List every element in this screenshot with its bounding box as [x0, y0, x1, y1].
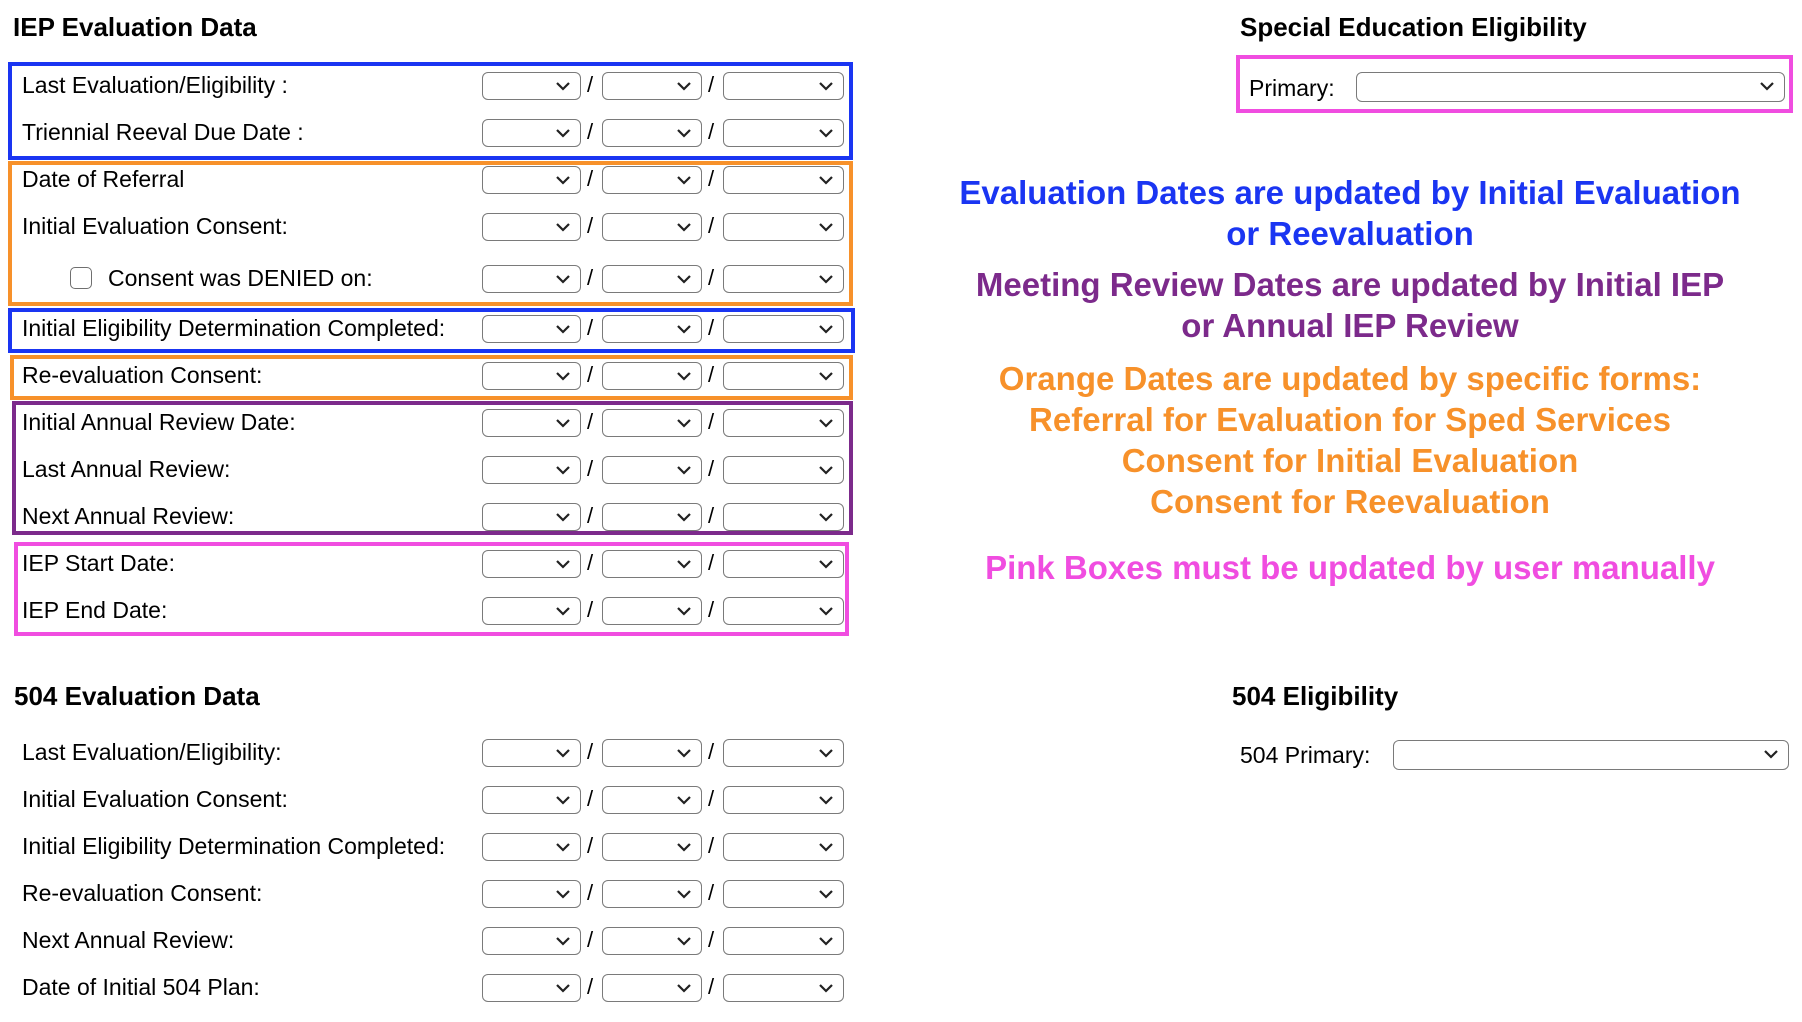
chevron-down-icon [817, 459, 835, 481]
chevron-down-icon [817, 789, 835, 811]
chevron-down-icon [675, 506, 693, 528]
chevron-down-icon [675, 122, 693, 144]
chevron-down-icon [675, 459, 693, 481]
chevron-down-icon [554, 75, 572, 97]
chevron-down-icon [817, 553, 835, 575]
chevron-down-icon [817, 742, 835, 764]
date-row [22, 971, 842, 1007]
chevron-down-icon [554, 459, 572, 481]
date-row-label: Initial Evaluation Consent: [22, 786, 288, 812]
year-select[interactable] [723, 409, 844, 437]
date-row-label: Initial Evaluation Consent: [22, 213, 288, 239]
date-row [22, 116, 842, 152]
date-row [22, 406, 842, 442]
month-select[interactable] [482, 974, 581, 1002]
month-select[interactable] [482, 739, 581, 767]
primary-504-select[interactable] [1393, 740, 1789, 770]
date-separator: / [587, 503, 594, 528]
date-separator: / [708, 739, 715, 764]
chevron-down-icon [675, 75, 693, 97]
date-row-label: Last Annual Review: [22, 456, 231, 482]
day-select[interactable] [602, 409, 702, 437]
date-separator: / [708, 974, 715, 999]
date-row-label: Initial Eligibility Determination Completed: [22, 315, 446, 341]
date-row-label: Re-evaluation Consent: [22, 362, 263, 388]
chevron-down-icon [675, 318, 693, 340]
date-row-label: Initial Annual Review Date: [22, 409, 296, 435]
chevron-down-icon [554, 883, 572, 905]
date-separator: / [708, 597, 715, 622]
month-select[interactable] [482, 550, 581, 578]
primary-label: Primary: [1249, 75, 1335, 101]
day-select[interactable] [602, 456, 702, 484]
date-row-label: Last Evaluation/Eligibility : [22, 72, 288, 98]
date-row [22, 210, 842, 246]
chevron-down-icon [554, 216, 572, 238]
month-select[interactable] [482, 880, 581, 908]
chevron-down-icon [817, 365, 835, 387]
year-select[interactable] [723, 550, 844, 578]
date-row [22, 924, 842, 960]
year-select[interactable] [723, 927, 844, 955]
date-separator: / [708, 833, 715, 858]
day-select[interactable] [602, 786, 702, 814]
chevron-down-icon [554, 836, 572, 858]
date-row-label: Initial Eligibility Determination Completed: [22, 833, 446, 859]
chevron-down-icon [817, 122, 835, 144]
day-select[interactable] [602, 833, 702, 861]
chevron-down-icon [675, 365, 693, 387]
chevron-down-icon [1762, 743, 1780, 765]
chevron-down-icon [675, 977, 693, 999]
year-select[interactable] [723, 362, 844, 390]
month-select[interactable] [482, 72, 581, 100]
chevron-down-icon [554, 930, 572, 952]
date-row [22, 547, 842, 583]
year-select[interactable] [723, 786, 844, 814]
chevron-down-icon [675, 600, 693, 622]
date-row-label: IEP Start Date: [22, 550, 175, 576]
date-row [22, 830, 842, 866]
chevron-down-icon [554, 600, 572, 622]
day-select[interactable] [602, 550, 702, 578]
year-select[interactable] [723, 739, 844, 767]
day-select[interactable] [602, 362, 702, 390]
month-select[interactable] [482, 597, 581, 625]
date-separator: / [587, 362, 594, 387]
date-row-label: Next Annual Review: [22, 503, 235, 529]
day-select[interactable] [602, 72, 702, 100]
day-select[interactable] [602, 880, 702, 908]
chevron-down-icon [554, 169, 572, 191]
day-select[interactable] [602, 503, 702, 531]
chevron-down-icon [675, 742, 693, 764]
date-row [22, 736, 842, 772]
legend-orange-line: Consent for Initial Evaluation [1121, 442, 1579, 479]
year-select[interactable] [723, 456, 844, 484]
chevron-down-icon [554, 365, 572, 387]
date-separator: / [587, 315, 594, 340]
chevron-down-icon [554, 742, 572, 764]
chevron-down-icon [675, 268, 693, 290]
chevron-down-icon [817, 977, 835, 999]
date-row-label: Date of Referral [22, 166, 185, 192]
chevron-down-icon [675, 412, 693, 434]
consent-denied-checkbox[interactable] [70, 267, 92, 289]
date-separator: / [708, 362, 715, 387]
year-select[interactable] [723, 166, 844, 194]
legend-blue-line: or Reevaluation [1226, 215, 1474, 252]
date-separator: / [587, 72, 594, 97]
legend-orange-line: Consent for Reevaluation [1150, 483, 1550, 520]
date-row-label: Next Annual Review: [22, 927, 235, 953]
chevron-down-icon [675, 789, 693, 811]
month-select[interactable] [482, 409, 581, 437]
date-row [22, 453, 842, 489]
date-row-label: Re-evaluation Consent: [22, 880, 263, 906]
date-row [22, 312, 842, 348]
month-select[interactable] [482, 119, 581, 147]
chevron-down-icon [1758, 75, 1776, 97]
date-separator: / [708, 409, 715, 434]
date-row [22, 783, 842, 819]
chevron-down-icon [554, 977, 572, 999]
chevron-down-icon [675, 883, 693, 905]
year-select[interactable] [723, 265, 844, 293]
month-select[interactable] [482, 833, 581, 861]
day-select[interactable] [602, 597, 702, 625]
month-select[interactable] [482, 786, 581, 814]
legend-purple-line: or Annual IEP Review [1181, 307, 1519, 344]
date-separator: / [587, 597, 594, 622]
date-row [22, 262, 842, 298]
chevron-down-icon [554, 412, 572, 434]
primary-eligibility-select[interactable] [1356, 72, 1785, 102]
day-select[interactable] [602, 213, 702, 241]
date-separator: / [587, 880, 594, 905]
legend-blue-line: Evaluation Dates are updated by Initial Evaluation [959, 174, 1741, 211]
month-select[interactable] [482, 362, 581, 390]
legend-purple-line: Meeting Review Dates are updated by Initial IEP [975, 266, 1725, 303]
month-select[interactable] [482, 166, 581, 194]
year-select[interactable] [723, 974, 844, 1002]
chevron-down-icon [554, 789, 572, 811]
date-separator: / [587, 927, 594, 952]
chevron-down-icon [817, 883, 835, 905]
chevron-down-icon [817, 600, 835, 622]
chevron-down-icon [817, 930, 835, 952]
date-separator: / [587, 456, 594, 481]
date-row-label: Last Evaluation/Eligibility: [22, 739, 282, 765]
legend-pink [900, 547, 1800, 588]
legend-orange [900, 358, 1800, 522]
date-separator: / [708, 503, 715, 528]
date-separator: / [708, 880, 715, 905]
date-row [22, 594, 842, 630]
chevron-down-icon [675, 169, 693, 191]
date-separator: / [587, 974, 594, 999]
date-separator: / [587, 409, 594, 434]
day-select[interactable] [602, 927, 702, 955]
chevron-down-icon [554, 553, 572, 575]
date-row-label: IEP End Date: [22, 597, 168, 623]
month-select[interactable] [482, 265, 581, 293]
s504-section-title: 504 Evaluation Data [14, 681, 260, 711]
chevron-down-icon [817, 836, 835, 858]
month-select[interactable] [482, 315, 581, 343]
month-select[interactable] [482, 213, 581, 241]
date-separator: / [587, 739, 594, 764]
date-separator: / [708, 265, 715, 290]
date-separator: / [708, 550, 715, 575]
chevron-down-icon [817, 268, 835, 290]
year-select[interactable] [723, 119, 844, 147]
date-row [22, 69, 842, 105]
chevron-down-icon [554, 318, 572, 340]
date-separator: / [587, 213, 594, 238]
year-select[interactable] [723, 213, 844, 241]
day-select[interactable] [602, 315, 702, 343]
date-separator: / [708, 927, 715, 952]
date-separator: / [708, 72, 715, 97]
primary-504-label: 504 Primary: [1240, 742, 1371, 768]
legend-orange-line: Orange Dates are updated by specific forms: [998, 360, 1702, 397]
chevron-down-icon [554, 506, 572, 528]
chevron-down-icon [554, 268, 572, 290]
date-separator: / [708, 166, 715, 191]
date-separator: / [587, 265, 594, 290]
year-select[interactable] [723, 833, 844, 861]
sped-eligibility-title: Special Education Eligibility [1240, 12, 1587, 42]
date-separator: / [587, 166, 594, 191]
date-separator: / [708, 456, 715, 481]
chevron-down-icon [675, 836, 693, 858]
legend-pink-line: Pink Boxes must be updated by user manually [985, 549, 1715, 586]
day-select[interactable] [602, 166, 702, 194]
date-separator: / [708, 213, 715, 238]
day-select[interactable] [602, 119, 702, 147]
chevron-down-icon [817, 216, 835, 238]
chevron-down-icon [554, 122, 572, 144]
chevron-down-icon [817, 412, 835, 434]
date-separator: / [587, 833, 594, 858]
chevron-down-icon [817, 75, 835, 97]
chevron-down-icon [675, 216, 693, 238]
year-select[interactable] [723, 503, 844, 531]
chevron-down-icon [817, 318, 835, 340]
eligibility504-title: 504 Eligibility [1232, 681, 1399, 711]
legend-purple [900, 264, 1800, 346]
day-select[interactable] [602, 739, 702, 767]
year-select[interactable] [723, 72, 844, 100]
date-row [22, 359, 842, 395]
date-row [22, 877, 842, 913]
date-separator: / [708, 119, 715, 144]
iep-section-title: IEP Evaluation Data [13, 12, 257, 42]
date-row-label: Date of Initial 504 Plan: [22, 974, 260, 1000]
date-separator: / [587, 119, 594, 144]
chevron-down-icon [817, 169, 835, 191]
date-row-label: Triennial Reeval Due Date : [22, 119, 304, 145]
month-select[interactable] [482, 456, 581, 484]
date-separator: / [587, 786, 594, 811]
date-separator: / [708, 786, 715, 811]
legend-orange-line: Referral for Evaluation for Sped Services [1029, 401, 1671, 438]
date-separator: / [587, 550, 594, 575]
date-row-label: Consent was DENIED on: [108, 265, 373, 291]
day-select[interactable] [602, 974, 702, 1002]
date-separator: / [708, 315, 715, 340]
year-select[interactable] [723, 597, 844, 625]
year-select[interactable] [723, 880, 844, 908]
date-row [22, 500, 842, 536]
date-row [22, 163, 842, 199]
day-select[interactable] [602, 265, 702, 293]
month-select[interactable] [482, 503, 581, 531]
chevron-down-icon [675, 553, 693, 575]
chevron-down-icon [675, 930, 693, 952]
legend-blue [900, 172, 1800, 254]
year-select[interactable] [723, 315, 844, 343]
chevron-down-icon [817, 506, 835, 528]
month-select[interactable] [482, 927, 581, 955]
